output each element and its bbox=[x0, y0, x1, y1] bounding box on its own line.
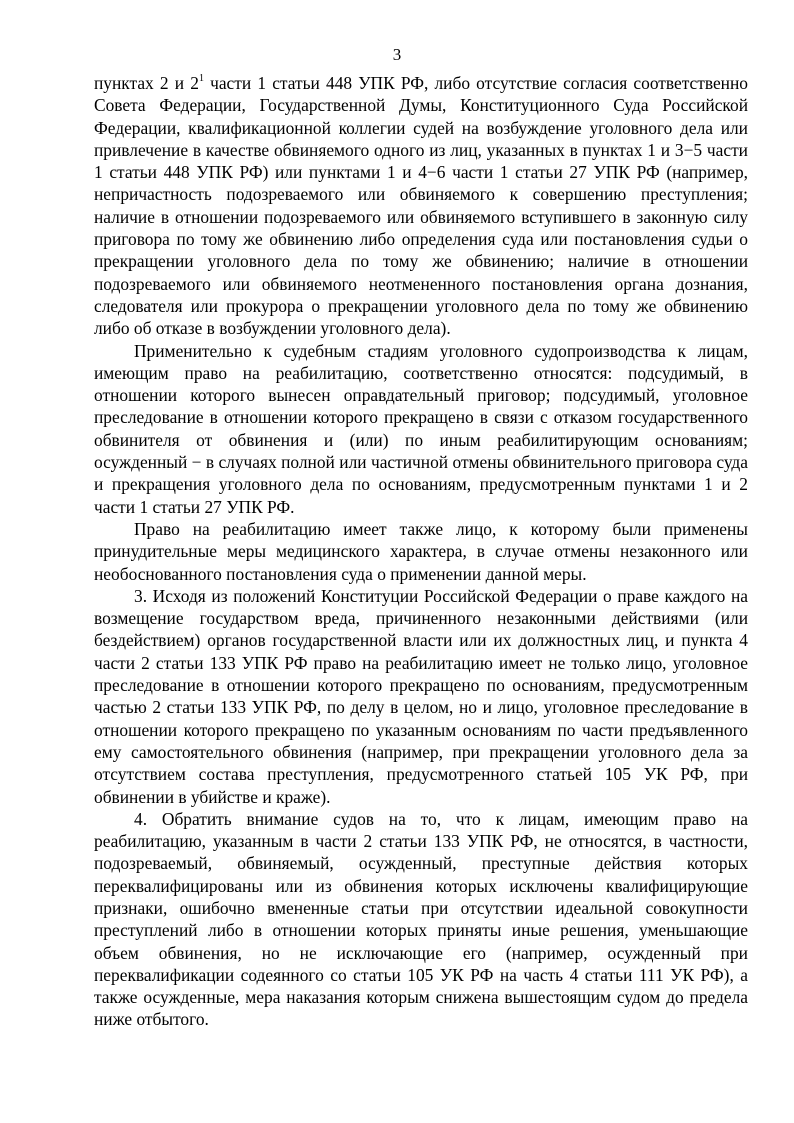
document-body bbox=[94, 72, 748, 1031]
paragraph-text: пунктах 2 и 2 bbox=[94, 73, 199, 93]
paragraph-item-4: 4. Обратить внимание судов на то, что к лицам, имеющим право на реабилитацию, указанным в части 2 статьи 133 УПК РФ, не относятся, в частности, подозреваемый, обвиняемый, осужденный, преступные действия которых переквалифицированы или из обвинения которых исключены квалифицирующие признаки, ошибочно вмененные статьи при отсутствии идеальной совокупности преступлений либо в отношении которых приняты иные решения, уменьшающие объем обвинения, но не исключающие его (например, осужденный при переквалификации содеянного со статьи 105 УК РФ на часть 4 статьи 111 УК РФ), а также осужденные, мера наказания которым снижена вышестоящим судом до предела ниже отбытого. bbox=[94, 808, 748, 1030]
paragraph-text: части 1 статьи 448 УПК РФ, либо отсутствие согласия соответственно Совета Федерации, Государственной Думы, Конституционного Суда Российской Федерации, квалификационной коллегии судей на возбуждение уголовного дела или привлечение в качестве обвиняемого одного из лиц, указанных в пунктах 1 и 3−5 части 1 статьи 448 УПК РФ) или пунктами 1 и 4−6 части 1 статьи 27 УПК РФ (например, непричастность подозреваемого или обвиняемого к совершению преступления; наличие в отношении подозреваемого или обвиняемого вступившего в законную силу приговора по тому же обвинению либо определения суда или постановления судьи о прекращении уголовного дела по тому же обвинению; наличие в отношении подозреваемого или обвиняемого неотмененного постановления органа дознания, следователя или прокурора о прекращении уголовного дела по тому же обвинению либо об отказе в возбуждении уголовного дела). bbox=[94, 73, 748, 339]
paragraph-continuation bbox=[94, 72, 748, 340]
paragraph-medical-measures: Право на реабилитацию имеет также лицо, к которому были применены принудительные меры медицинского характера, в случае отмены незаконного или необоснованного постановления суда о применении данной меры. bbox=[94, 518, 748, 584]
paragraph-item-3: 3. Исходя из положений Конституции Российской Федерации о праве каждого на возмещение государством вреда, причиненного незаконными действиями (или бездействием) органов государственной власти или их должностных лиц, и пункта 4 части 2 статьи 133 УПК РФ право на реабилитацию имеет не только лицо, уголовное преследование в отношении которого прекращено по основаниям, предусмотренным частью 2 статьи 133 УПК РФ, по делу в целом, но и лицо, уголовное преследование в отношении которого прекращено по указанным основаниям по части предъявленного ему самостоятельного обвинения (например, при прекращении уголовного дела за отсутствием состава преступления, предусмотренного статьей 105 УК РФ, при обвинении в убийстве и краже). bbox=[94, 585, 748, 807]
page-number: 3 bbox=[392, 45, 402, 64]
paragraph-judicial-stages: Применительно к судебным стадиям уголовного судопроизводства к лицам, имеющим право на реабилитацию, соответственно относятся: подсудимый, в отношении которого вынесен оправдательный приговор; подсудимый, уголовное преследование в отношении которого прекращено в связи с отказом государственного обвинителя от обвинения и (или) по иным реабилитирующим основаниям; осужденный − в случаях полной или частичной отмены обвинительного приговора суда и прекращения уголовного дела по основаниям, предусмотренным пунктами 1 и 2 части 1 статьи 27 УПК РФ. bbox=[94, 340, 748, 517]
superscript-index: 1 bbox=[198, 73, 204, 85]
